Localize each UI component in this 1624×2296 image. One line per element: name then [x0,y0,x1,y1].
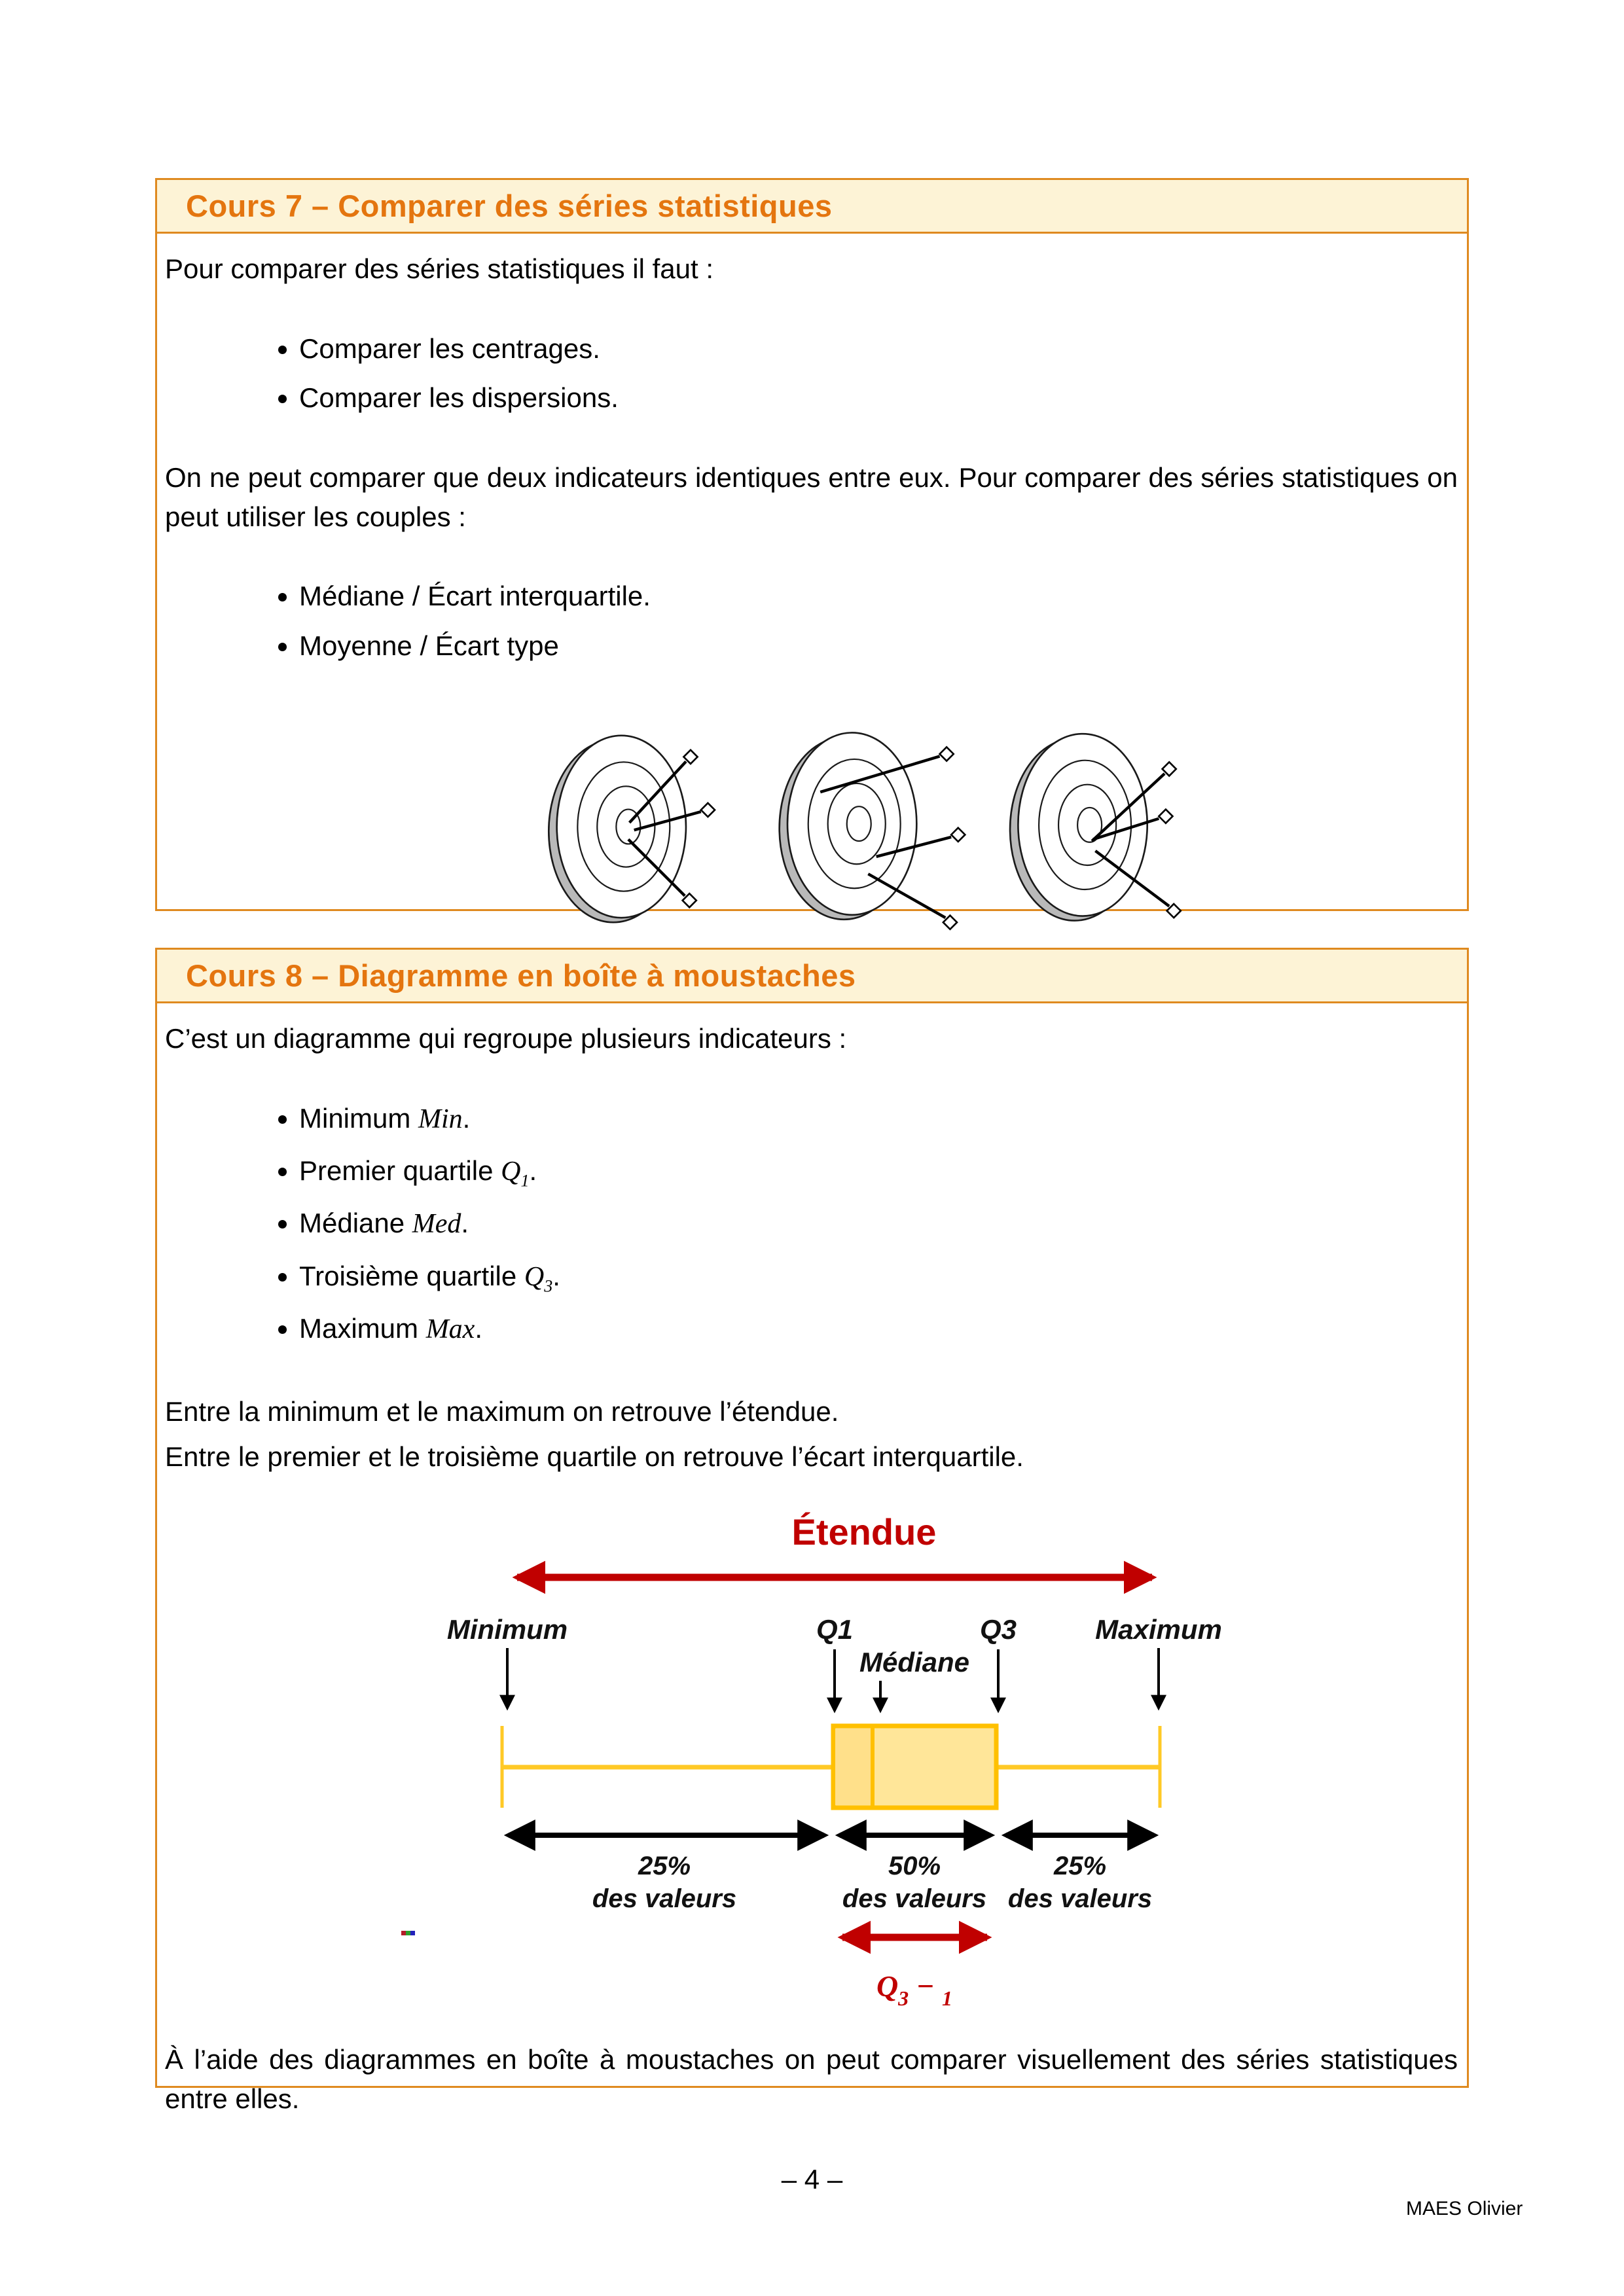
pct-right-label: des valeurs [1007,1884,1152,1913]
cours7-paragraph: On ne peut comparer que deux indicateurs identiques entre eux. Pour comparer des séries statistiques on peut utiliser les couples : [165,461,1458,532]
cours7-title: Cours 7 – Comparer des séries statistiques [157,180,1467,234]
artifact-blue [410,1931,415,1935]
cours7-body [157,234,1467,954]
dartboards-image [386,706,1237,948]
cours8-line2: Entre le premier et le troisième quartile on retrouve l’écart interquartile. [165,1441,1024,1473]
color-artifact [401,1931,415,1935]
bullet-period: . [475,1313,482,1344]
bullet-text: Troisième quartile [299,1260,524,1291]
cours8-closing: À l’aide des diagrammes en boîte à moustaches on peut comparer visuellement des séries statistiques entre elles. [165,2044,1458,2114]
cours8-body [157,1003,1467,2125]
boxplot-glyph [502,1726,1160,1808]
math-symbol: $Q_3$ [524,1261,553,1296]
boxplot-figure [376,1500,1247,2034]
list-item [299,1099,1458,1141]
cours7-bullets-2 [165,577,1458,665]
math-symbol: $Q_1$ [501,1157,530,1191]
list-item: • Médiane / Écart interquartile. [299,577,1458,616]
cours8-title: Cours 8 – Diagramme en boîte à moustaches [157,950,1467,1003]
cours7-intro: Pour comparer des séries statistiques il faut : [165,253,714,284]
cours8-box [155,948,1469,2114]
boxplot-svg [376,1500,1247,2024]
list-item: • Comparer les centrages. [299,329,1458,368]
label-minimum: Minimum [446,1613,568,1645]
pct-right: 25% [1053,1851,1106,1880]
dartboard-3 [1010,734,1181,921]
dartboard-1 [549,736,715,922]
cours7-bullets-1 [165,329,1458,418]
pct-left-label: des valeurs [592,1884,736,1913]
math-symbol: Min [418,1103,463,1134]
iqr-label: $Q_3 - _1$ [876,1969,952,2010]
label-mediane: Médiane [859,1646,969,1677]
bullet-period: . [461,1208,469,1239]
pct-left: 25% [638,1851,691,1880]
list-item: • Comparer les dispersions. [299,378,1458,418]
bullet-period: . [529,1155,537,1186]
math-symbol: Max [425,1314,475,1345]
bullet-text: Minimum [299,1102,419,1134]
bullet-period: . [552,1260,560,1291]
label-maximum: Maximum [1094,1613,1222,1645]
etendue-title: Étendue [791,1511,936,1552]
list-item [299,1151,1458,1193]
bullet-text: Maximum [299,1313,426,1344]
list-item [299,1204,1458,1246]
bullet-text: Premier quartile [299,1155,501,1186]
bullet-text: Médiane [299,1208,412,1239]
cours8-line1: Entre la minimum et le maximum on retrouve l’étendue. [165,1395,839,1427]
label-q3: Q3 [979,1613,1017,1645]
dartboard-2 [779,733,965,929]
list-item [299,1309,1458,1351]
cours8-bullets [165,1099,1458,1352]
page-author: MAES Olivier [1406,2198,1523,2219]
label-q1: Q1 [816,1613,853,1645]
cours8-intro: C’est un diagramme qui regroupe plusieurs indicateurs : [165,1023,847,1054]
cours7-box [155,178,1469,911]
list-item: • Moyenne / Écart type [299,626,1458,666]
artifact-red [401,1931,406,1935]
bullet-period: . [462,1102,471,1134]
pct-middle: 50% [888,1851,941,1880]
math-symbol: Med [412,1209,461,1240]
list-item [299,1257,1458,1299]
page-number: – 4 – [781,2164,843,2195]
artifact-green [406,1931,410,1935]
pct-middle-label: des valeurs [842,1884,986,1913]
